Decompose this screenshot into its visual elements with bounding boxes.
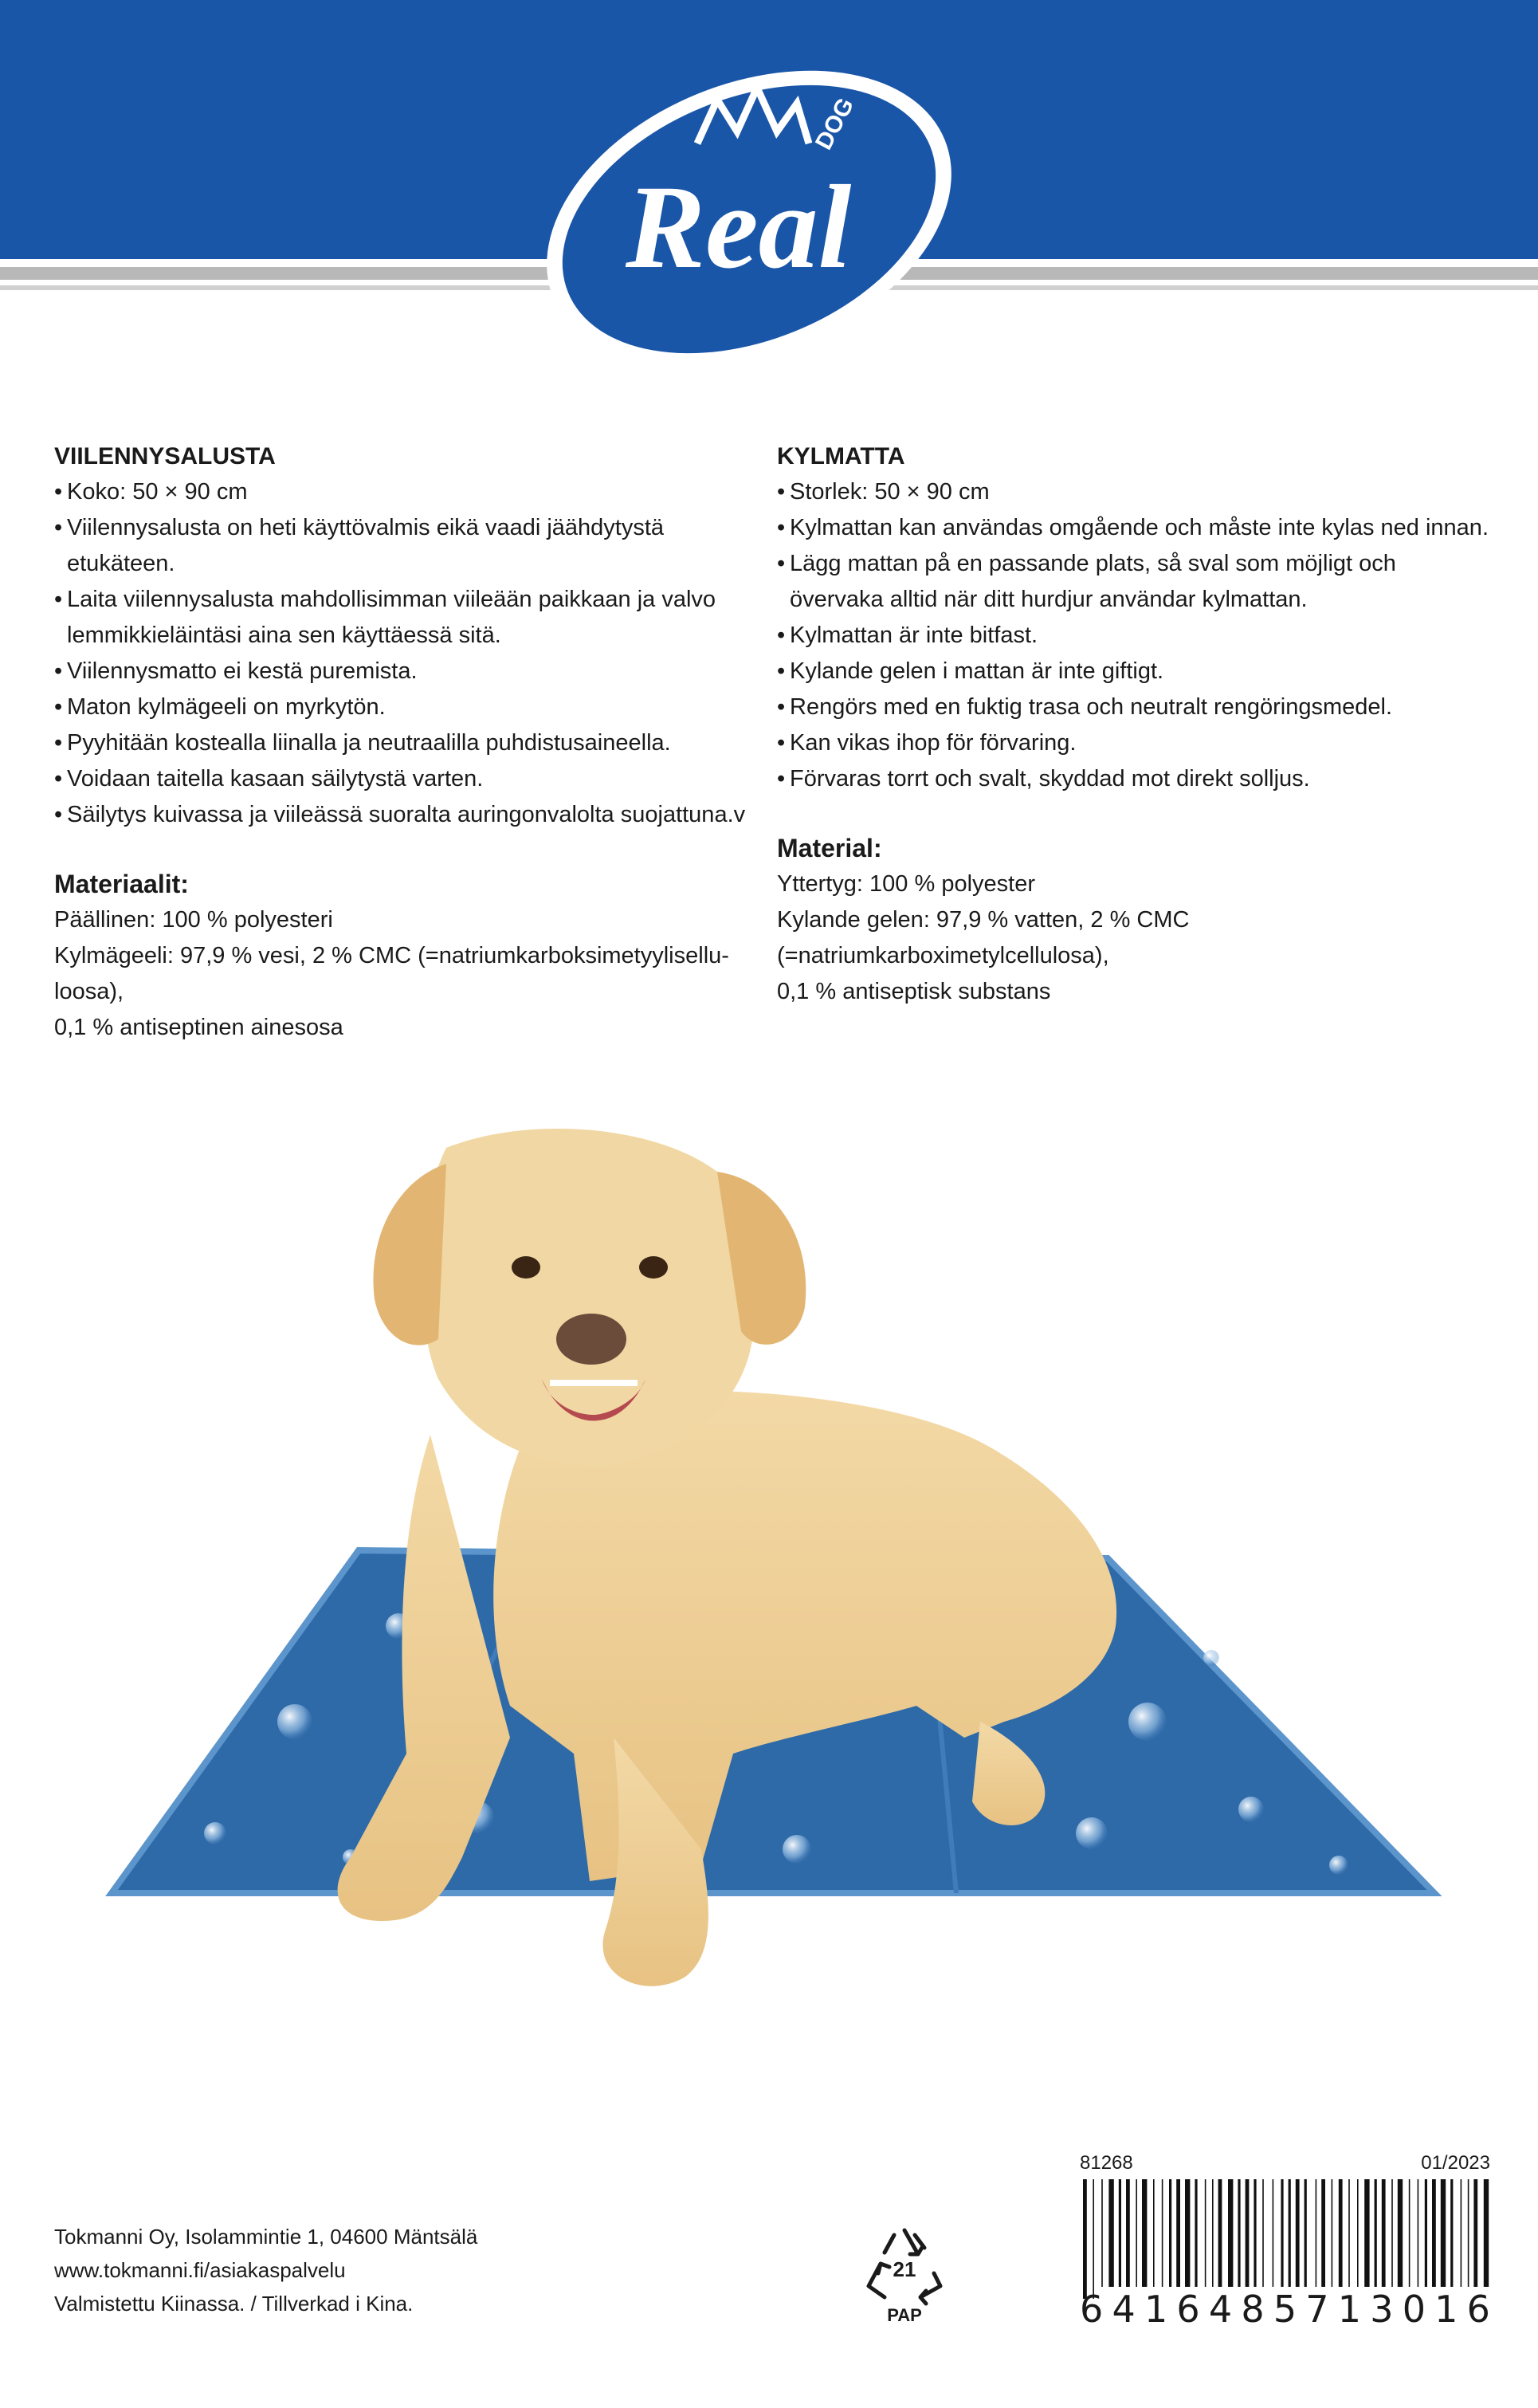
barcode-bar [1281, 2179, 1283, 2287]
manufacture-origin: Valmistettu Kiinassa. / Tillverkad i Kina. [54, 2292, 414, 2316]
list-item: • Lägg mattan på en passande plats, så sval som möjligt och övervaka alltid när ditt hurdjur användar kylmattan. [777, 546, 1494, 618]
barcode-bar [1425, 2179, 1427, 2287]
barcode-digit: 5 [1273, 2288, 1297, 2331]
barcode-bar [1101, 2179, 1103, 2287]
list-item: • Storlek: 50 × 90 cm [777, 474, 1494, 510]
barcode-bar [1409, 2179, 1410, 2287]
barcode-bar [1316, 2179, 1317, 2287]
list-item: • Rengörs med en fuktig trasa och neutralt rengöringsmedel. [777, 689, 1494, 725]
barcode-bar [1375, 2179, 1377, 2287]
material-line: Yttertyg: 100 % polyester [777, 871, 1035, 897]
barcode-bar [1348, 2179, 1350, 2287]
barcode-bar [1136, 2179, 1137, 2287]
list-item: • Maton kylmägeeli on myrkytön. [54, 689, 771, 725]
barcode-bar [1254, 2179, 1256, 2287]
company-website: www.tokmanni.fi/asiakaspalvelu [54, 2258, 346, 2282]
barcode-bar [1484, 2179, 1489, 2287]
barcode-bar [1305, 2179, 1307, 2287]
material-line: Kylande gelen: 97,9 % vatten, 2 % CMC (=natriumkarboximetylcellulosa), [777, 907, 1190, 968]
barcode-bar [1126, 2179, 1130, 2287]
barcode-bar [1450, 2179, 1453, 2287]
barcode-block [1080, 2152, 1490, 2335]
list-item: • Kan vikas ihop för förvaring. [777, 725, 1494, 761]
list-item: • Koko: 50 × 90 cm [54, 474, 771, 510]
article-number: 81268 [1080, 2152, 1133, 2174]
material-line: 0,1 % antiseptisk substans [777, 979, 1051, 1004]
barcode-bars [1080, 2179, 1490, 2299]
barcode-digit: 1 [1337, 2288, 1362, 2331]
list-item: • Pyyhitään kostealla liinalla ja neutraalilla puhdistusaineella. [54, 725, 771, 761]
swedish-title: KYLMATTA [777, 443, 905, 469]
list-item: • Viilennysalusta on heti käyttövalmis eikä vaadi jäähdytystä etukäteen. [54, 510, 771, 582]
swedish-materials-title: Material: [777, 834, 882, 862]
barcode-bar [1205, 2179, 1206, 2287]
barcode-bar [1083, 2179, 1087, 2299]
barcode-bar [1262, 2179, 1264, 2287]
barcode-digit: 0 [1402, 2288, 1426, 2331]
barcode-bar [1382, 2179, 1386, 2287]
barcode-bar [1153, 2179, 1155, 2287]
barcode-bar [1296, 2179, 1300, 2287]
barcode-bar [1321, 2179, 1325, 2287]
barcode-digit: 1 [1434, 2288, 1458, 2331]
finnish-list [54, 474, 771, 833]
barcode-bar [1119, 2179, 1121, 2287]
barcode-digit: 8 [1241, 2288, 1265, 2331]
list-item: • Kylande gelen i mattan är inte giftigt. [777, 654, 1494, 689]
list-item: • Kylmattan kan användas omgående och måste inte kylas ned innan. [777, 510, 1494, 546]
finnish-materials-title: Materiaalit: [54, 870, 189, 898]
company-address: Tokmanni Oy, Isolammintie 1, 04600 Mäntsälä [54, 2225, 478, 2249]
swedish-materials [777, 831, 1494, 1010]
barcode-bar [1391, 2179, 1393, 2287]
material-line: Kylmägeeli: 97,9 % vesi, 2 % CMC (=natriumkarboksimetyyliselluloosa), [54, 943, 729, 1004]
list-item: • Laita viilennysalusta mahdollisimman viileään paikkaan ja valvo lemmikkieläintäsi aina sen käyttäessä sitä. [54, 582, 771, 654]
barcode-bar [1218, 2179, 1222, 2287]
finnish-title: VIILENNYSALUSTA [54, 443, 276, 469]
barcode-bar [1212, 2179, 1214, 2287]
swedish-section [777, 438, 1494, 1010]
barcode-bar [1364, 2179, 1369, 2287]
barcode-bar [1195, 2179, 1197, 2287]
list-item: • Förvaras torrt och svalt, skyddad mot direkt solljus. [777, 761, 1494, 797]
barcode-digit: 7 [1305, 2288, 1329, 2331]
company-info [54, 2220, 477, 2320]
product-photo [96, 1116, 1450, 2104]
barcode-digit: 6 [1080, 2288, 1104, 2331]
barcode-bar [1238, 2179, 1240, 2287]
barcode-bar [1473, 2179, 1477, 2287]
barcode-digit: 1 [1144, 2288, 1168, 2331]
barcode-digit: 4 [1112, 2288, 1136, 2331]
brand-logo [526, 56, 972, 383]
barcode-bar [1176, 2179, 1180, 2287]
list-item: • Säilytys kuivassa ja viileässä suoralta auringonvalolta suojattuna.v [54, 797, 771, 833]
barcode-bar [1093, 2179, 1094, 2299]
barcode-bar [1357, 2179, 1359, 2287]
material-line: Päällinen: 100 % polyesteri [54, 907, 333, 933]
barcode-bar [1441, 2179, 1446, 2287]
barcode-digit: 4 [1208, 2288, 1233, 2331]
barcode-bar [1169, 2179, 1171, 2287]
barcode-bar [1468, 2179, 1469, 2287]
barcode-bar [1332, 2179, 1333, 2287]
barcode-bar [1398, 2179, 1403, 2287]
finnish-materials [54, 866, 771, 1046]
barcode-bar [1162, 2179, 1163, 2287]
list-item: • Voidaan taitella kasaan säilytystä varten. [54, 761, 771, 797]
swedish-list [777, 474, 1494, 797]
barcode-digit: 6 [1176, 2288, 1200, 2331]
barcode-digit: 6 [1466, 2288, 1490, 2331]
barcode-digits [1080, 2288, 1490, 2331]
recycle-number: 21 [893, 2257, 916, 2281]
list-item: • Kylmattan är inte bitfast. [777, 618, 1494, 654]
barcode-bar [1339, 2179, 1343, 2287]
material-line: 0,1 % antiseptinen ainesosa [54, 1015, 343, 1040]
barcode-bar [1246, 2179, 1250, 2287]
barcode-bar [1289, 2179, 1291, 2287]
barcode-bar [1432, 2179, 1436, 2287]
barcode-bar [1273, 2179, 1274, 2287]
recycle-symbol-icon [861, 2224, 948, 2327]
brand-sub: DOG [810, 93, 860, 155]
barcode-bar [1108, 2179, 1113, 2287]
barcode-bar [1228, 2179, 1233, 2287]
recycle-code: PAP [887, 2305, 922, 2325]
finnish-section [54, 438, 771, 1046]
production-date: 01/2023 [1421, 2152, 1490, 2174]
barcode-bar [1185, 2179, 1190, 2287]
list-item: • Viilennysmatto ei kestä puremista. [54, 654, 771, 689]
barcode-bar [1418, 2179, 1419, 2287]
barcode-bar [1461, 2179, 1462, 2287]
barcode-bar [1142, 2179, 1147, 2287]
barcode-digit: 3 [1370, 2288, 1394, 2331]
brand-name: Real [626, 161, 852, 293]
